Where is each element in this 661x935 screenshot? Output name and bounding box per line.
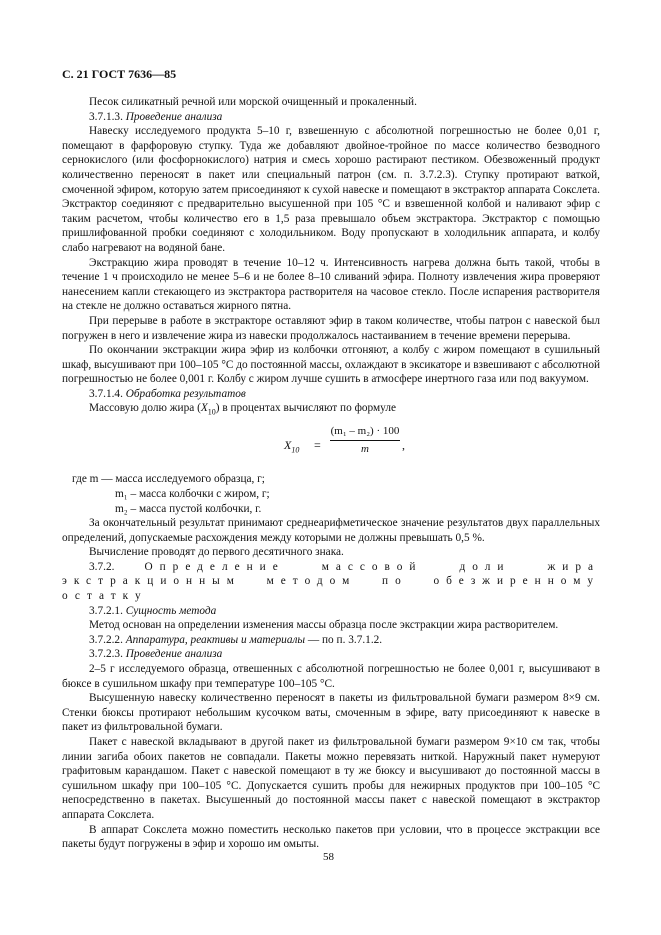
section-title: Сущность метода	[125, 604, 217, 617]
section-heading	[62, 604, 600, 619]
paragraph: При перерыве в работе в экстракторе оставляют эфир в таком количестве, чтобы патрон с навеской был погружен в него и извлечение жира из навески продолжалось настаиванием в течение времени перерыва.	[62, 314, 600, 342]
section-heading: 3.7.2.2. Аппаратура, реактивы и материалы — по п. 3.7.1.2.	[89, 633, 383, 646]
symbol-subscript: 10	[207, 407, 216, 417]
formula-numerator: (m₁ – m₂) · 100	[330, 424, 400, 441]
section-heading	[62, 387, 600, 402]
paragraph: Песок силикатный речной или морской очищенный и прокаленный.	[89, 96, 417, 108]
formula-lhs: $X_{10}$	[284, 438, 300, 455]
page-number: 58	[323, 851, 334, 863]
section-title: Обработка результатов	[125, 387, 246, 400]
page-header: С. 21 ГОСТ 7636—85	[62, 67, 177, 81]
paragraph: Высушенную навеску количественно переносят в пакеты из фильтровальной бумаги размером 8×9 см. Стенки бюксы протирают небольшим кусочком ваты, смоченным в эфире, вату присоединяют к навеске в пакет из фильтровальной бумаги.	[62, 692, 600, 734]
formula-comma: ,	[402, 438, 405, 453]
section-heading	[62, 560, 600, 604]
legend-line: где m — масса исследуемого образца, г;	[72, 473, 265, 486]
formula-fraction	[330, 424, 400, 456]
paragraph: За окончательный результат принимают среднеарифметическое значение результатов двух параллельных определений, допускаемые расхождения между которыми не должны превышать 0,5 %.	[62, 517, 600, 544]
paragraph: Экстракцию жира проводят в течение 10–12 ч. Интенсивность нагрева должна быть такой, чтобы в течение 1 ч происходило не менее 5–6 и не более 8–10 сливаний эфира. Полноту извлечения жира проверяют нанесением капли стекающего из экстрактора растворителя на часовое стекло. После испарения растворителя на стекле не должно оставаться жирного пятна.	[62, 256, 600, 313]
section-heading	[62, 110, 600, 125]
document-body	[62, 95, 600, 852]
section-title: Аппаратура, реактивы и материалы	[125, 633, 306, 646]
symbol: X	[200, 402, 208, 415]
section-number: 3.7.2.3.	[89, 648, 123, 661]
paragraph: Вычисление проводят до первого десятичного знака.	[89, 546, 344, 559]
section-number: 3.7.2.	[89, 560, 115, 573]
section-title: Проведение анализа	[125, 648, 223, 661]
paragraph: В аппарат Сокслета можно поместить несколько пакетов при условии, что в процессе экстракции все пакеты будут погружены в эфир и хорошо им омыты.	[62, 823, 600, 851]
paragraph: По окончании экстракции жира эфир из колбочки отгоняют, а колбу с жиром помещают в сушильный шкаф, высушивают при 100–105 °С до постоянной массы, охлаждают в эксикаторе и взвешивают с абсолютной погрешностью не более 0,001 г. Колбу с жиром лучше сушить в атмосфере инертного газа или под вакуумом.	[62, 344, 601, 386]
formula-equals: =	[314, 438, 321, 453]
paragraph: Пакет с навеской вкладывают в другой пакет из фильтровальной бумаги размером 9×10 см так, чтобы линии загиба обоих пакетов не совпадали. Пакеты можно перевязать ниткой. Наружный пакет нумеруют графитовым карандашом. Пакет с навеской помещают в ту же бюксу и высушивают до постоянной массы в сушильном шкафу при 100–105 °С. Допускается сушить пробы для нежирных продуктов при 100–105 °С непосредственно в пакетах. Высушенный до постоянной массы пакет с навеской помещают в экстрактор аппарата Сокслета.	[62, 736, 600, 821]
section-number: 3.7.1.3.	[89, 110, 123, 123]
paragraph: 2–5 г исследуемого образца, отвешенных с абсолютной погрешностью не более 0,001 г, высушивают в бюксе в сушильном шкафу при температуре 100–105 °С.	[62, 663, 600, 690]
paragraph: Метод основан на определении изменения массы образца после экстракции жира растворителем.	[89, 619, 559, 632]
section-title: Проведение анализа	[125, 110, 223, 123]
section-title: Определение массовой доли жира экстракционным методом по обезжиренному остатку	[62, 560, 600, 603]
section-heading	[62, 647, 600, 662]
legend-line: m₂ – масса пустой колбочки, г.	[115, 502, 262, 515]
section-number: 3.7.2.2.	[89, 633, 123, 646]
section-number: 3.7.1.4.	[89, 387, 123, 400]
formula-denominator: m	[361, 442, 369, 455]
paragraph: Навеску исследуемого продукта 5–10 г, взвешенную с абсолютной погрешностью не более 0,01 г, помещают в фарфоровую ступку. Туда же добавляют двойное-тройное по массе количество безводного сернокислого (или фосфорнокислого) натрия и смесь хорошо растирают пестиком. Обезвоженный продукт количественно переносят в пакет или специальный патрон (см. п. 3.7.2.3). Ступку протирают ваткой, смоченной эфиром, которую затем присоединяют к сухой навеске и помещают в экстрактор аппарата Сокслета. Экстрактор соединяют с предварительно высушенной при 105 °С и взвешенной колбой и наливают эфир с таким расчетом, чтобы количество его в 1,5 раза превышало объем экстрактора. Экстрактор с помощью пришлифованной пробки соединяют с холодильником. Воду пропускают в холодильник аппарата, и колбу слабо нагревают на водяной бане.	[62, 125, 600, 254]
formula	[62, 420, 600, 472]
formula-legend	[62, 472, 600, 516]
section-number: 3.7.2.1.	[89, 604, 123, 617]
formula-intro: Массовую долю жира $(X_{10})$ в процентах вычисляют по формуле	[89, 402, 396, 417]
legend-line: m₁ – масса колбочки с жиром, г;	[115, 487, 270, 500]
